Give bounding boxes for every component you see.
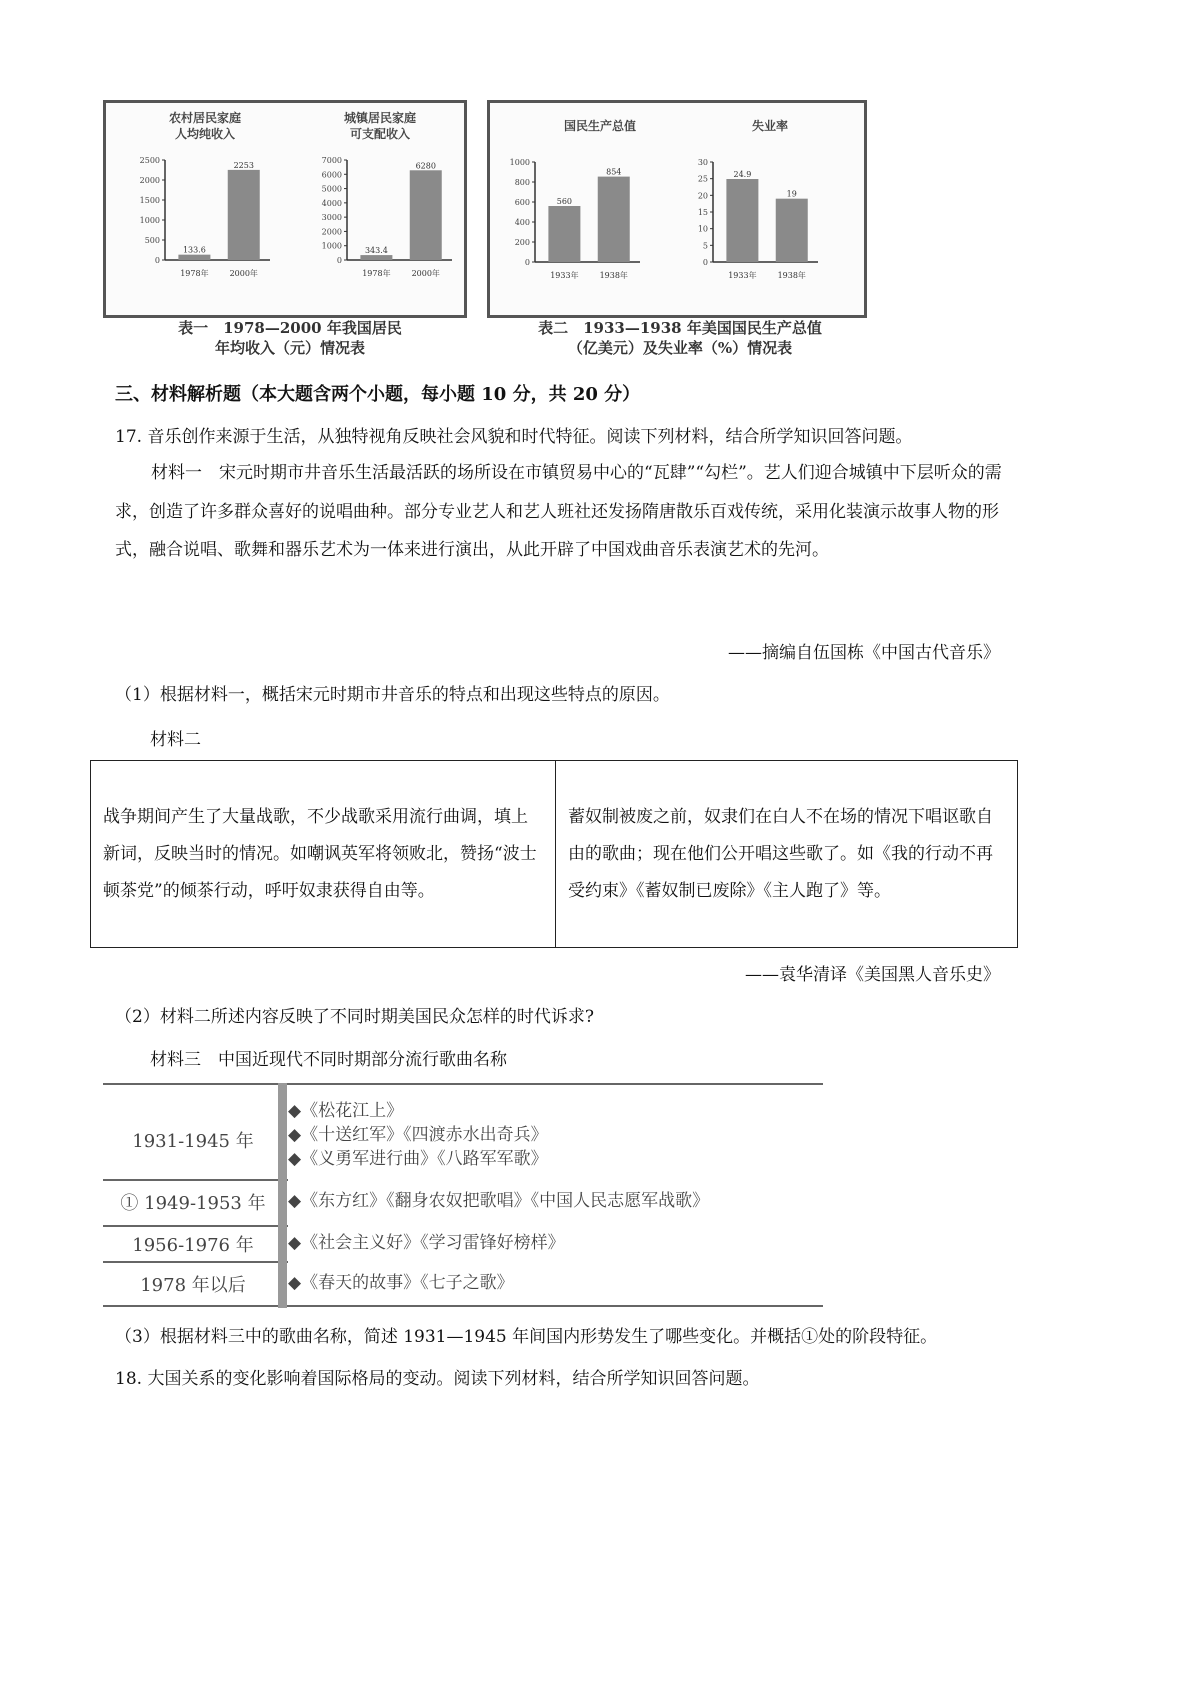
divider [103, 1179, 288, 1181]
material-2-label: 材料二 [150, 730, 201, 750]
song-item: ◆《东方红》《翻身农奴把歌唱》《中国人民志愿军战歌》 [288, 1191, 710, 1211]
y-tick-label: 1000 [321, 241, 342, 251]
section-heading: 三、材料解析题（本大题含两个小题，每小题 10 分，共 20 分） [115, 384, 641, 405]
bar [776, 199, 808, 262]
sub-question-1: （1）根据材料一，概括宋元时期市井音乐的特点和出现这些特点的原因。 [115, 685, 670, 705]
y-tick-label: 600 [514, 198, 530, 207]
y-tick-label: 15 [697, 208, 708, 217]
material-2-right-cell: 蓄奴制被废之前，奴隶们在白人不在场的情况下唱讴歌自由的歌曲；现在他们公开唱这些歌了。如《我的行动不再受约束》《蓄奴制已废除》《主人跑了》等。 [556, 761, 1018, 948]
y-tick-label: 7000 [321, 156, 342, 165]
divider [103, 1261, 288, 1263]
figure-caption [140, 318, 440, 358]
y-tick-label: 800 [514, 178, 530, 187]
bar [410, 170, 442, 260]
period: 1978 年以后 [140, 1275, 246, 1296]
bar-chart-unemployment [697, 158, 828, 297]
x-tick-label: 1933年 [550, 271, 579, 280]
chart-svg [509, 158, 650, 292]
y-tick-label: 2500 [139, 156, 160, 165]
chart-title-line: 可支配收入 [349, 127, 410, 141]
chart-title-line: 国民生产总值 [563, 119, 636, 133]
figure-caption [500, 318, 860, 358]
y-tick-label: 1000 [509, 158, 530, 167]
x-tick-label: 2000年 [411, 269, 440, 278]
y-tick-label: 25 [697, 174, 708, 184]
material-2-table [90, 760, 1018, 948]
divider [103, 1225, 288, 1227]
chart-title [320, 110, 440, 142]
song-list [288, 1099, 548, 1171]
bar-chart-gnp [509, 158, 650, 297]
chart-svg [139, 156, 280, 290]
data-label: 2253 [233, 160, 254, 170]
data-label: 19 [786, 189, 797, 199]
chart-title [145, 110, 265, 142]
chart-title-line: 失业率 [751, 119, 788, 133]
y-tick-label: 500 [144, 236, 160, 245]
y-tick-label: 2000 [321, 227, 342, 237]
material-1: 材料一 宋元时期市井音乐生活最活跃的场所设在市镇贸易中心的“瓦肆”“勾栏”。艺人们迎合城镇中下层听众的需求，创造了许多群众喜好的说唱曲种。部分专业艺人和艺人班社还发扬隋唐散乐百戏传统，采用化装演示故事人物的形式，融合说唱、歌舞和器乐艺术为一体来进行演出，从此开辟了中国戏曲音乐表演艺术的先河。 [115, 463, 1002, 560]
data-label: 6280 [415, 161, 436, 171]
bar [178, 255, 210, 260]
timeline-bar [278, 1083, 287, 1308]
material-3-label: 材料三 中国近现代不同时期部分流行歌曲名称 [150, 1050, 507, 1070]
caption-line: 表二 1933—1938 年美国国民生产总值 [538, 319, 822, 337]
y-tick-label: 1000 [139, 216, 160, 225]
period: ① 1949-1953 年 [120, 1193, 266, 1214]
x-tick-label: 1978年 [180, 269, 209, 278]
question-17-stem: 17. 音乐创作来源于生活，从独特视角反映社会风貌和时代特征。阅读下列材料，结合所学知识回答问题。 [115, 427, 913, 447]
bar [726, 179, 758, 262]
data-label: 133.6 [182, 245, 206, 255]
caption-line: 年均收入（元）情况表 [214, 339, 365, 357]
song-item: ◆《义勇军进行曲》《八路军军歌》 [288, 1149, 548, 1169]
y-tick-label: 0 [336, 256, 342, 265]
song-list [288, 1271, 514, 1295]
y-tick-label: 10 [697, 224, 708, 234]
material-2-left-cell: 战争期间产生了大量战歌，不少战歌采用流行曲调，填上新词，反映当时的情况。如嘲讽英军将领败北，赞扬“波士顿茶党”的倾茶行动，呼吁奴隶获得自由等。 [91, 761, 556, 948]
sub-question-3: （3）根据材料三中的歌曲名称，简述 1931—1945 年间国内形势发生了哪些变化。并概括①处的阶段特征。 [115, 1327, 938, 1347]
song-item: ◆《松花江上》 [288, 1101, 404, 1121]
y-tick-label: 5000 [321, 184, 342, 194]
song-item: ◆《十送红军》《四渡赤水出奇兵》 [288, 1125, 548, 1145]
song-list [288, 1189, 709, 1213]
chart-title-line: 农村居民家庭 [168, 111, 241, 125]
x-tick-label: 1938年 [777, 271, 806, 280]
y-tick-label: 0 [524, 258, 530, 267]
y-tick-label: 200 [514, 238, 530, 247]
divider [103, 1083, 823, 1085]
data-label: 854 [606, 167, 622, 177]
bar [598, 177, 630, 262]
material-3-timeline [103, 1083, 823, 1308]
chart-title-line: 人均纯收入 [174, 127, 235, 141]
y-tick-label: 20 [697, 191, 708, 201]
data-label: 343.4 [364, 246, 388, 256]
caption-line: （亿美元）及失业率（%）情况表 [567, 339, 793, 357]
song-item: ◆《社会主义好》《学习雷锋好榜样》 [288, 1233, 565, 1253]
song-list [288, 1231, 565, 1255]
y-tick-label: 30 [697, 158, 708, 167]
bar [360, 255, 392, 260]
bar [548, 206, 580, 262]
period: 1956-1976 年 [132, 1235, 254, 1256]
chart-title [720, 118, 820, 134]
question-18-stem: 18. 大国关系的变化影响着国际格局的变动。阅读下列材料，结合所学知识回答问题。 [115, 1369, 760, 1389]
chart-svg [321, 156, 462, 290]
y-tick-label: 0 [702, 258, 708, 267]
period: 1931-1945 年 [132, 1131, 254, 1152]
chart-svg [697, 158, 828, 292]
song-item: ◆《春天的故事》《七子之歌》 [288, 1273, 514, 1293]
y-tick-label: 4000 [321, 198, 342, 208]
y-tick-label: 5 [702, 241, 708, 251]
y-tick-label: 1500 [139, 196, 160, 205]
source-citation: ——袁华清译《美国黑人音乐史》 [745, 965, 1000, 985]
bar-chart-rural-income [139, 156, 280, 295]
x-tick-label: 2000年 [229, 269, 258, 278]
sub-question-2: （2）材料二所述内容反映了不同时期美国民众怎样的时代诉求? [115, 1007, 594, 1027]
x-tick-label: 1938年 [599, 271, 628, 280]
source-citation: ——摘编自伍国栋《中国古代音乐》 [728, 643, 1000, 663]
chart-title [540, 118, 660, 134]
chart-title-line: 城镇居民家庭 [343, 111, 416, 125]
y-tick-label: 2000 [139, 176, 160, 185]
y-tick-label: 400 [514, 218, 530, 227]
data-label: 560 [556, 197, 573, 206]
bar-chart-urban-income [321, 156, 462, 295]
bar [228, 170, 260, 260]
x-tick-label: 1978年 [362, 269, 391, 278]
x-tick-label: 1933年 [728, 271, 757, 280]
divider [103, 1305, 823, 1307]
data-label: 24.9 [733, 170, 752, 179]
caption-line: 表一 1978—2000 年我国居民 [178, 319, 402, 337]
y-tick-label: 6000 [321, 170, 342, 180]
y-tick-label: 0 [154, 256, 160, 265]
y-tick-label: 3000 [321, 213, 342, 223]
